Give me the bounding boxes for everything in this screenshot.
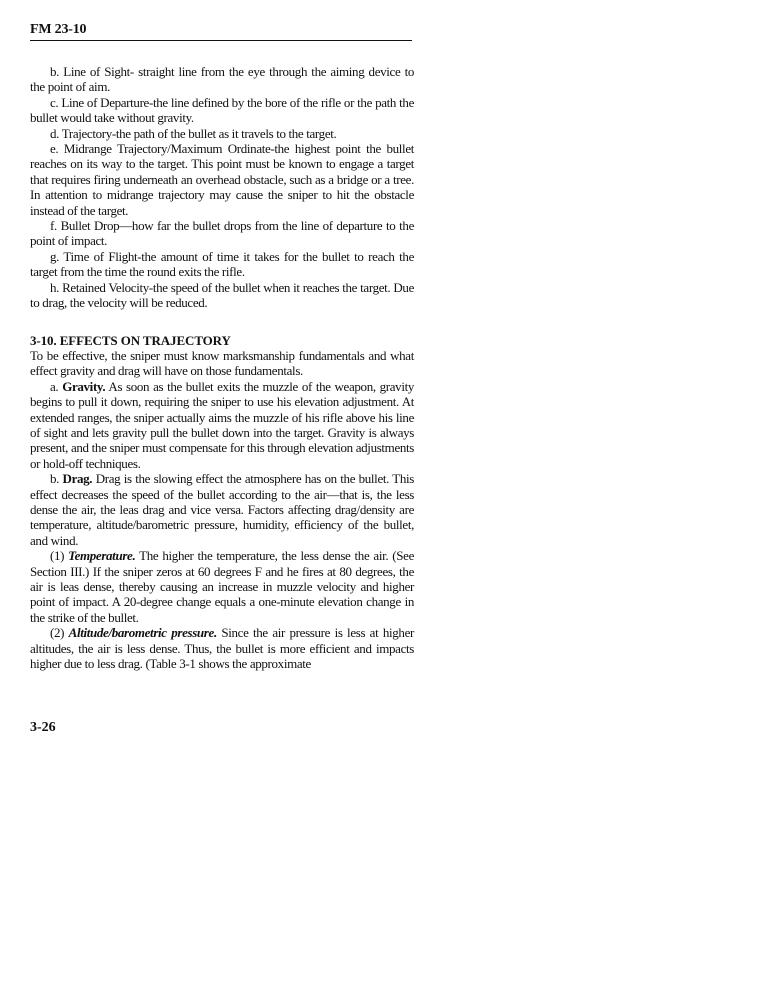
- definition-bullet-drop: f. Bullet Drop—how far the bullet drops from the line of departure to the point of impact.: [30, 218, 414, 249]
- definition-time-of-flight: g. Time of Flight-the amount of time it takes for the bullet to reach the target from the time the round exits the rifle.: [30, 248, 414, 280]
- gravity-text: As soon as the bullet exits the muzzle of the weapon, gravity begins to pull it down, requiring the sniper to use his elevation adjustment. At extended ranges, the sniper actually aims the muzzle of his rifle above his line of sight and lets gravity pull the bullet down into the target. Gravity is always present, and the sniper must compensate for this through elevation adjustments or hold-off techniques.: [30, 378, 414, 471]
- drag-text: Drag is the slowing effect the atmosphere has on the bullet. This effect decreases the speed of the bullet according to the air—that is, the less dense the air, the leas drag and vice versa. Factors affecting drag/density are temperature, altitude/barometric pressure, humidity, efficiency of the bullet, and wind.: [30, 471, 414, 548]
- gravity-term: Gravity.: [62, 378, 106, 394]
- gravity-prefix: a.: [50, 378, 63, 394]
- definition-midrange-trajectory: e. Midrange Trajectory/Maximum Ordinate-the highest point the bullet reaches on its way to the target. This point must be known to engage a target that requires firing underneath an overhead obstacle, such as a bridge or a tree. In attention to midrange trajectory may cause the sniper to hit the obstacle instead of the target.: [30, 141, 414, 218]
- paragraph-gravity: [30, 379, 414, 471]
- temperature-prefix: (1): [50, 548, 69, 564]
- drag-prefix: b.: [50, 471, 63, 487]
- paragraph-altitude: [30, 625, 414, 671]
- definition-line-of-departure: c. Line of Departure-the line defined by the bore of the rifle or the path the bullet would take without gravity.: [30, 94, 414, 126]
- paragraph-drag: [30, 471, 414, 548]
- altitude-term: Altitude/barometric pressure.: [68, 625, 217, 641]
- definition-trajectory: d. Trajectory-the path of the bullet as it travels to the target.: [50, 125, 337, 141]
- section-intro: To be effective, the sniper must know marksmanship fundamentals and what effect gravity and drag will have on those fundamentals.: [30, 347, 414, 379]
- document-id: FM 23-10: [30, 22, 87, 37]
- page-header: [30, 20, 412, 41]
- temperature-text: The higher the temperature, the less dense the air. (See Section III.) If the sniper zeros at 60 degrees F and he fires at 80 degrees, the air is leas dense, thereby causing an increase in muzzle velocity and higher point of impact. A 20-degree change equals a one-minute elevation change in the strike of the bullet.: [30, 548, 414, 625]
- altitude-text: Since the air pressure is less at higher altitudes, the air is less dense. Thus, the bullet is more efficient and impacts higher due to less drag. (Table 3-1 shows the approximate: [30, 625, 414, 672]
- section-heading: 3-10. EFFECTS ON TRAJECTORY: [30, 332, 231, 348]
- temperature-term: Temperature.: [68, 548, 136, 564]
- page-number: 3-26: [30, 720, 56, 735]
- altitude-prefix: (2): [50, 625, 69, 641]
- paragraph-temperature: [30, 548, 414, 625]
- definition-line-of-sight: b. Line of Sight- straight line from the eye through the aiming device to the point of aim.: [30, 64, 414, 95]
- definition-retained-velocity: h. Retained Velocity-the speed of the bullet when it reaches the target. Due to drag, the velocity will be reduced.: [30, 279, 414, 311]
- page-body: [30, 64, 414, 671]
- drag-term: Drag.: [62, 471, 93, 487]
